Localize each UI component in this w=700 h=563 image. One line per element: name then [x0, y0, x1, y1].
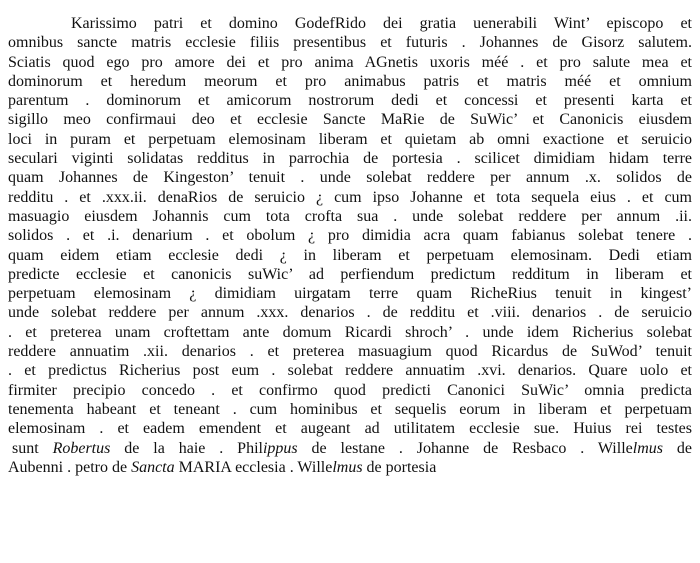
- text-run: . et predictus Richerius post eum . solebat reddere annuatim .xvi. denarios. Quare uolo et: [8, 362, 692, 380]
- text-run: firmiter precipio concedo . et confirmo quod predicti Canonici SuWic’ omnia predicta: [8, 381, 692, 399]
- text-run: dominorum et heredum meorum et pro animabus patris et matris méé et omnium: [8, 72, 692, 90]
- italic-text-run: lmus: [632, 439, 663, 457]
- text-run: omnibus sancte matris ecclesie filiis presentibus et futuris . Johannes de Gisorz salutem.: [8, 34, 692, 52]
- italic-text-run: Robertus: [52, 439, 111, 457]
- text-run: Aubenni . petro de: [8, 458, 132, 476]
- text-run: de lestane . Johanne de Resbaco . Wille: [297, 439, 633, 457]
- text-line-final: [8, 458, 692, 477]
- text-line: [8, 226, 692, 245]
- text-run: unde solebat reddere per annum .xxx. denarios . de redditu et .viii. denarios . de seruicio: [8, 304, 692, 322]
- text-run: de portesia: [362, 458, 437, 476]
- text-line: [8, 110, 692, 129]
- text-line: [8, 33, 692, 52]
- text-run: sigillo meo confirmaui deo et ecclesie Sancte MaRie de SuWic’ et Canonicis eiusdem: [8, 111, 692, 129]
- text-run: reddere annuatim .xii. denarios . et preterea masuagium quod Ricardus de SuWod’ tenuit: [8, 343, 692, 361]
- text-line: [8, 284, 692, 303]
- italic-text-run: ippus: [262, 439, 298, 457]
- text-line: [8, 303, 692, 322]
- italic-text-run: lmus: [332, 458, 363, 476]
- text-line: [8, 400, 692, 419]
- text-line: [8, 72, 692, 91]
- text-line: [8, 265, 692, 284]
- text-run: tenementa habeant et teneant . cum hominibus et sequelis eorum in liberam et perpetuam: [8, 400, 692, 418]
- text-line: [8, 91, 692, 110]
- text-run: sunt: [12, 439, 53, 457]
- text-line: [8, 188, 692, 207]
- text-line: [8, 130, 692, 149]
- text-run: predicte ecclesie et canonicis suWic’ ad perfiendum predictum redditum in liberam et: [8, 265, 692, 283]
- text-run: de la haie . Phil: [110, 439, 263, 457]
- text-line: [8, 14, 692, 33]
- text-run: Sciatis quod ego pro amore dei et pro anima AGnetis uxoris méé . et pro salute mea et: [8, 53, 692, 71]
- text-line-witnesses: [8, 439, 692, 458]
- text-line: [8, 207, 692, 226]
- text-line: [8, 342, 692, 361]
- text-run: perpetuam elemosinam ¿ dimidiam uirgatam terre quam RicheRius tenuit in kingest’: [8, 285, 692, 303]
- text-line: [8, 168, 692, 187]
- text-line: [8, 361, 692, 380]
- text-run: quam Johannes de Kingeston’ tenuit . unde solebat reddere per annum .x. solidos de: [8, 169, 692, 187]
- text-run: parentum . dominorum et amicorum nostrorum dedi et concessi et presenti karta et: [8, 92, 692, 110]
- text-run: Karissimo patri et domino GodefRido dei gratia uenerabili Wint’ episcopo et: [71, 15, 692, 32]
- text-line: [8, 419, 692, 438]
- text-run: redditu . et .xxx.ii. denaRios de seruicio ¿ cum ipso Johanne et tota sequela eius . et cum: [8, 188, 692, 206]
- text-run: seculari viginti solidatas redditus in parrochia de portesia . scilicet dimidiam hidam terre: [8, 150, 692, 168]
- text-line: [8, 53, 692, 72]
- text-line: [8, 381, 692, 400]
- text-run: elemosinam . et eadem emendent et augeant ad utilitatem ecclesie sue. Huius rei testes: [8, 420, 692, 438]
- charter-text: [8, 14, 692, 477]
- italic-text-run: Sancta: [131, 458, 175, 476]
- text-run: loci in puram et perpetuam elemosinam liberam et quietam ab omni exactione et seruicio: [8, 130, 692, 148]
- text-line: [8, 246, 692, 265]
- text-run: MARIA ecclesia . Wille: [174, 458, 333, 476]
- text-run: solidos . et .i. denarium . et obolum ¿ pro dimidia acra quam fabianus solebat tenere .: [8, 227, 692, 245]
- text-run: . et preterea unam croftettam ante domum Ricardi shroch’ . unde idem Richerius solebat: [8, 323, 692, 341]
- text-line: [8, 149, 692, 168]
- text-run: quam eidem etiam ecclesie dedi ¿ in liberam et perpetuam elemosinam. Dedi etiam: [8, 246, 692, 264]
- text-run: masuagio eiusdem Johannis cum tota crofta sua . unde solebat reddere per annum .ii.: [8, 207, 692, 225]
- text-run: de: [662, 439, 692, 457]
- text-line: [8, 323, 692, 342]
